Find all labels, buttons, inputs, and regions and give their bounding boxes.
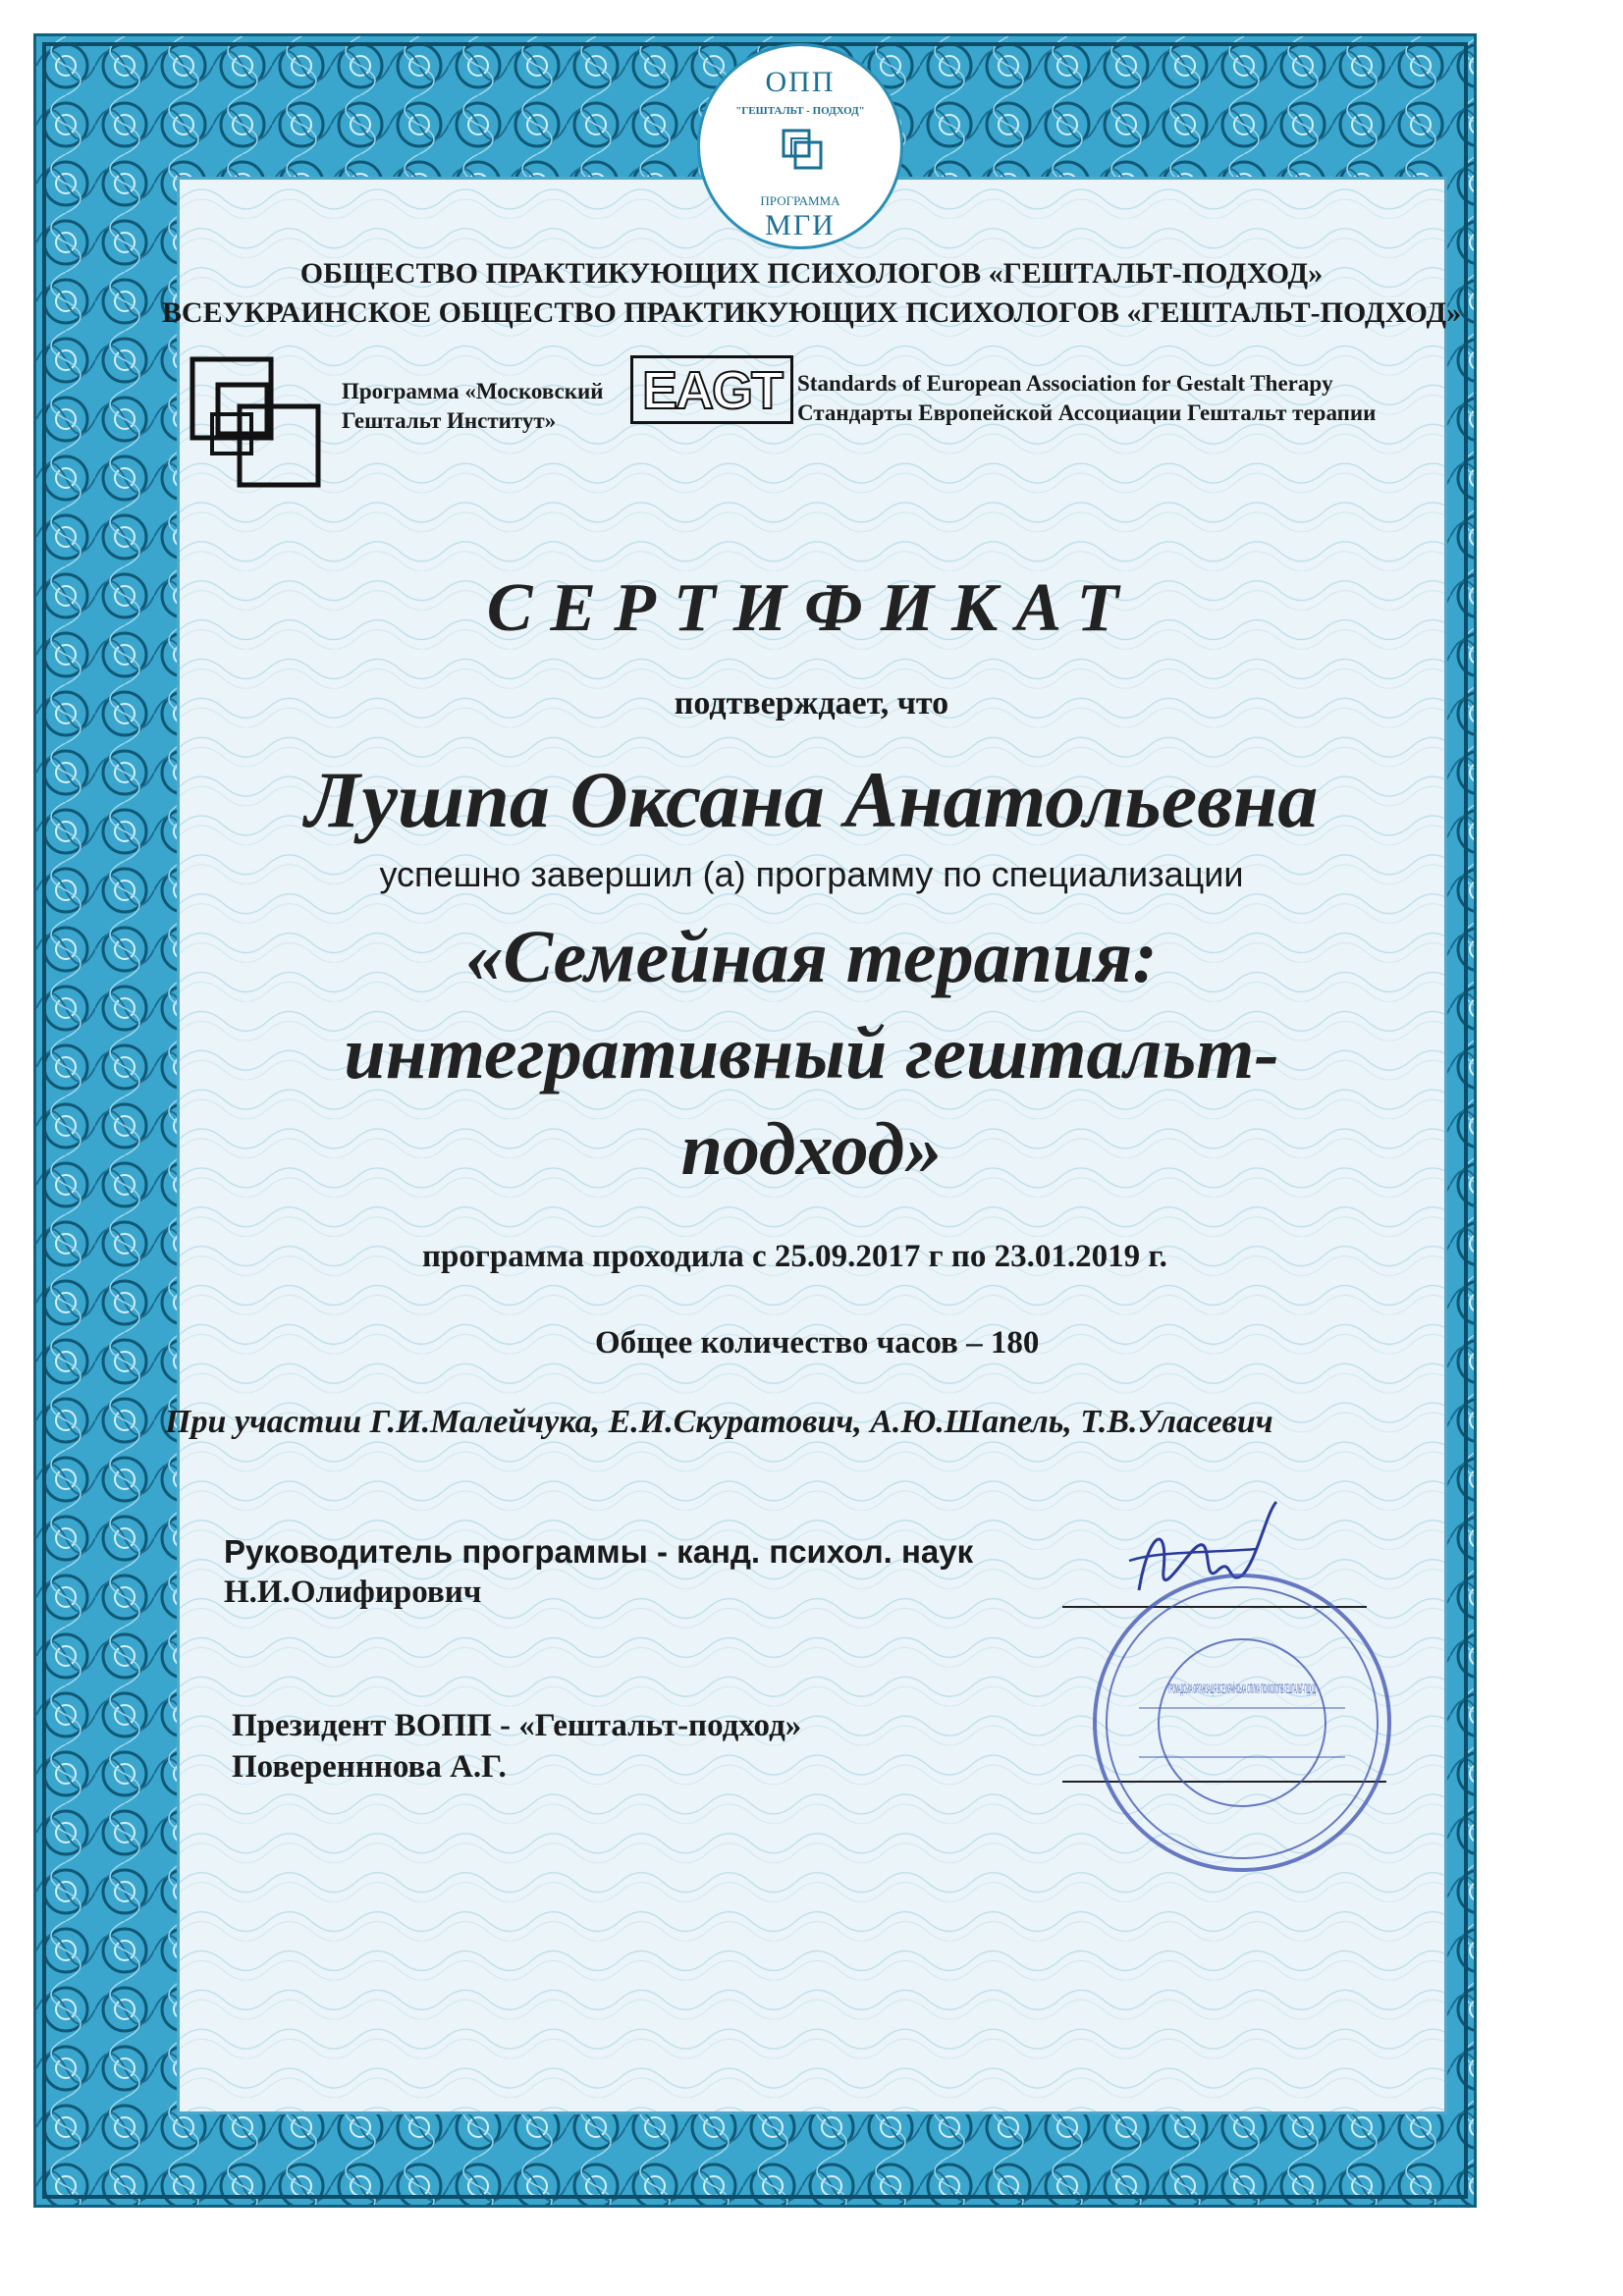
medal-bottom-text: МГИ [765, 209, 836, 241]
program-logo-line2: Гештальт Институт» [342, 408, 557, 433]
opp-mgi-medal [697, 43, 903, 249]
president-title: Президент ВОПП - «Гештальт-подход» [232, 1708, 802, 1743]
stamp-text: ГРОМАДСЬКА ОРГАНІЗАЦІЯ ВСЕУКРАЇНСЬКА СПІЛКА ПСИХОЛОГІВ ГЕШТАЛЬТ-ПІДХІД [1168, 1681, 1317, 1696]
medal-top-text: ОПП [765, 66, 836, 98]
head-name: Н.И.Олифирович [224, 1575, 482, 1610]
program-name-line3: подход» [680, 1108, 943, 1191]
org-title-line1: ОБЩЕСТВО ПРАКТИКУЮЩИХ ПСИХОЛОГОВ «ГЕШТАЛЬТ-ПОДХОД» [299, 257, 1324, 290]
completed-text: успешно завершил (а) программу по специализации [379, 854, 1244, 894]
medal-ring-text: "ГЕШТАЛЬТ - ПОДХОД" [735, 105, 865, 117]
certificate-title: СЕРТИФИКАТ [486, 570, 1137, 646]
medal-squares-icon [780, 127, 827, 174]
participants: При участии Г.И.Малейчука, Е.И.Скуратович, А.Ю.Шапель, Т.В.Уласевич [165, 1404, 1273, 1440]
program-logo-line1: Программа «Московский [342, 379, 604, 403]
head-title: Руководитель программы - канд. психол. наук [224, 1533, 974, 1570]
eagt-line2: Стандарты Европейской Ассоциации Гештальт терапии [797, 400, 1377, 425]
mgi-squares-logo-icon [189, 355, 326, 493]
program-name-line2: интегративный гештальт- [344, 1012, 1279, 1095]
program-name-line1: «Семейная терапия: [465, 916, 1158, 998]
program-dates: программа проходила с 25.09.2017 г по 23.01.2019 г. [422, 1239, 1167, 1274]
confirms-text: подтверждает, что [674, 685, 949, 721]
total-hours: Общее количество часов – 180 [595, 1325, 1040, 1361]
eagt-line1: Standards of European Association for Gestalt Therapy [797, 371, 1333, 396]
org-title-line2: ВСЕУКРАИНСКОЕ ОБЩЕСТВО ПРАКТИКУЮЩИХ ПСИХОЛОГОВ «ГЕШТАЛЬТ-ПОДХОД» [161, 296, 1462, 329]
medal-program-text: ПРОГРАММА [760, 193, 840, 208]
official-stamp [1080, 1561, 1404, 1885]
president-name: Поверенннова А.Г. [232, 1749, 507, 1785]
eagt-logo: EAGT [630, 355, 793, 424]
recipient-name: Лушпа Оксана Анатольевна [304, 755, 1319, 844]
